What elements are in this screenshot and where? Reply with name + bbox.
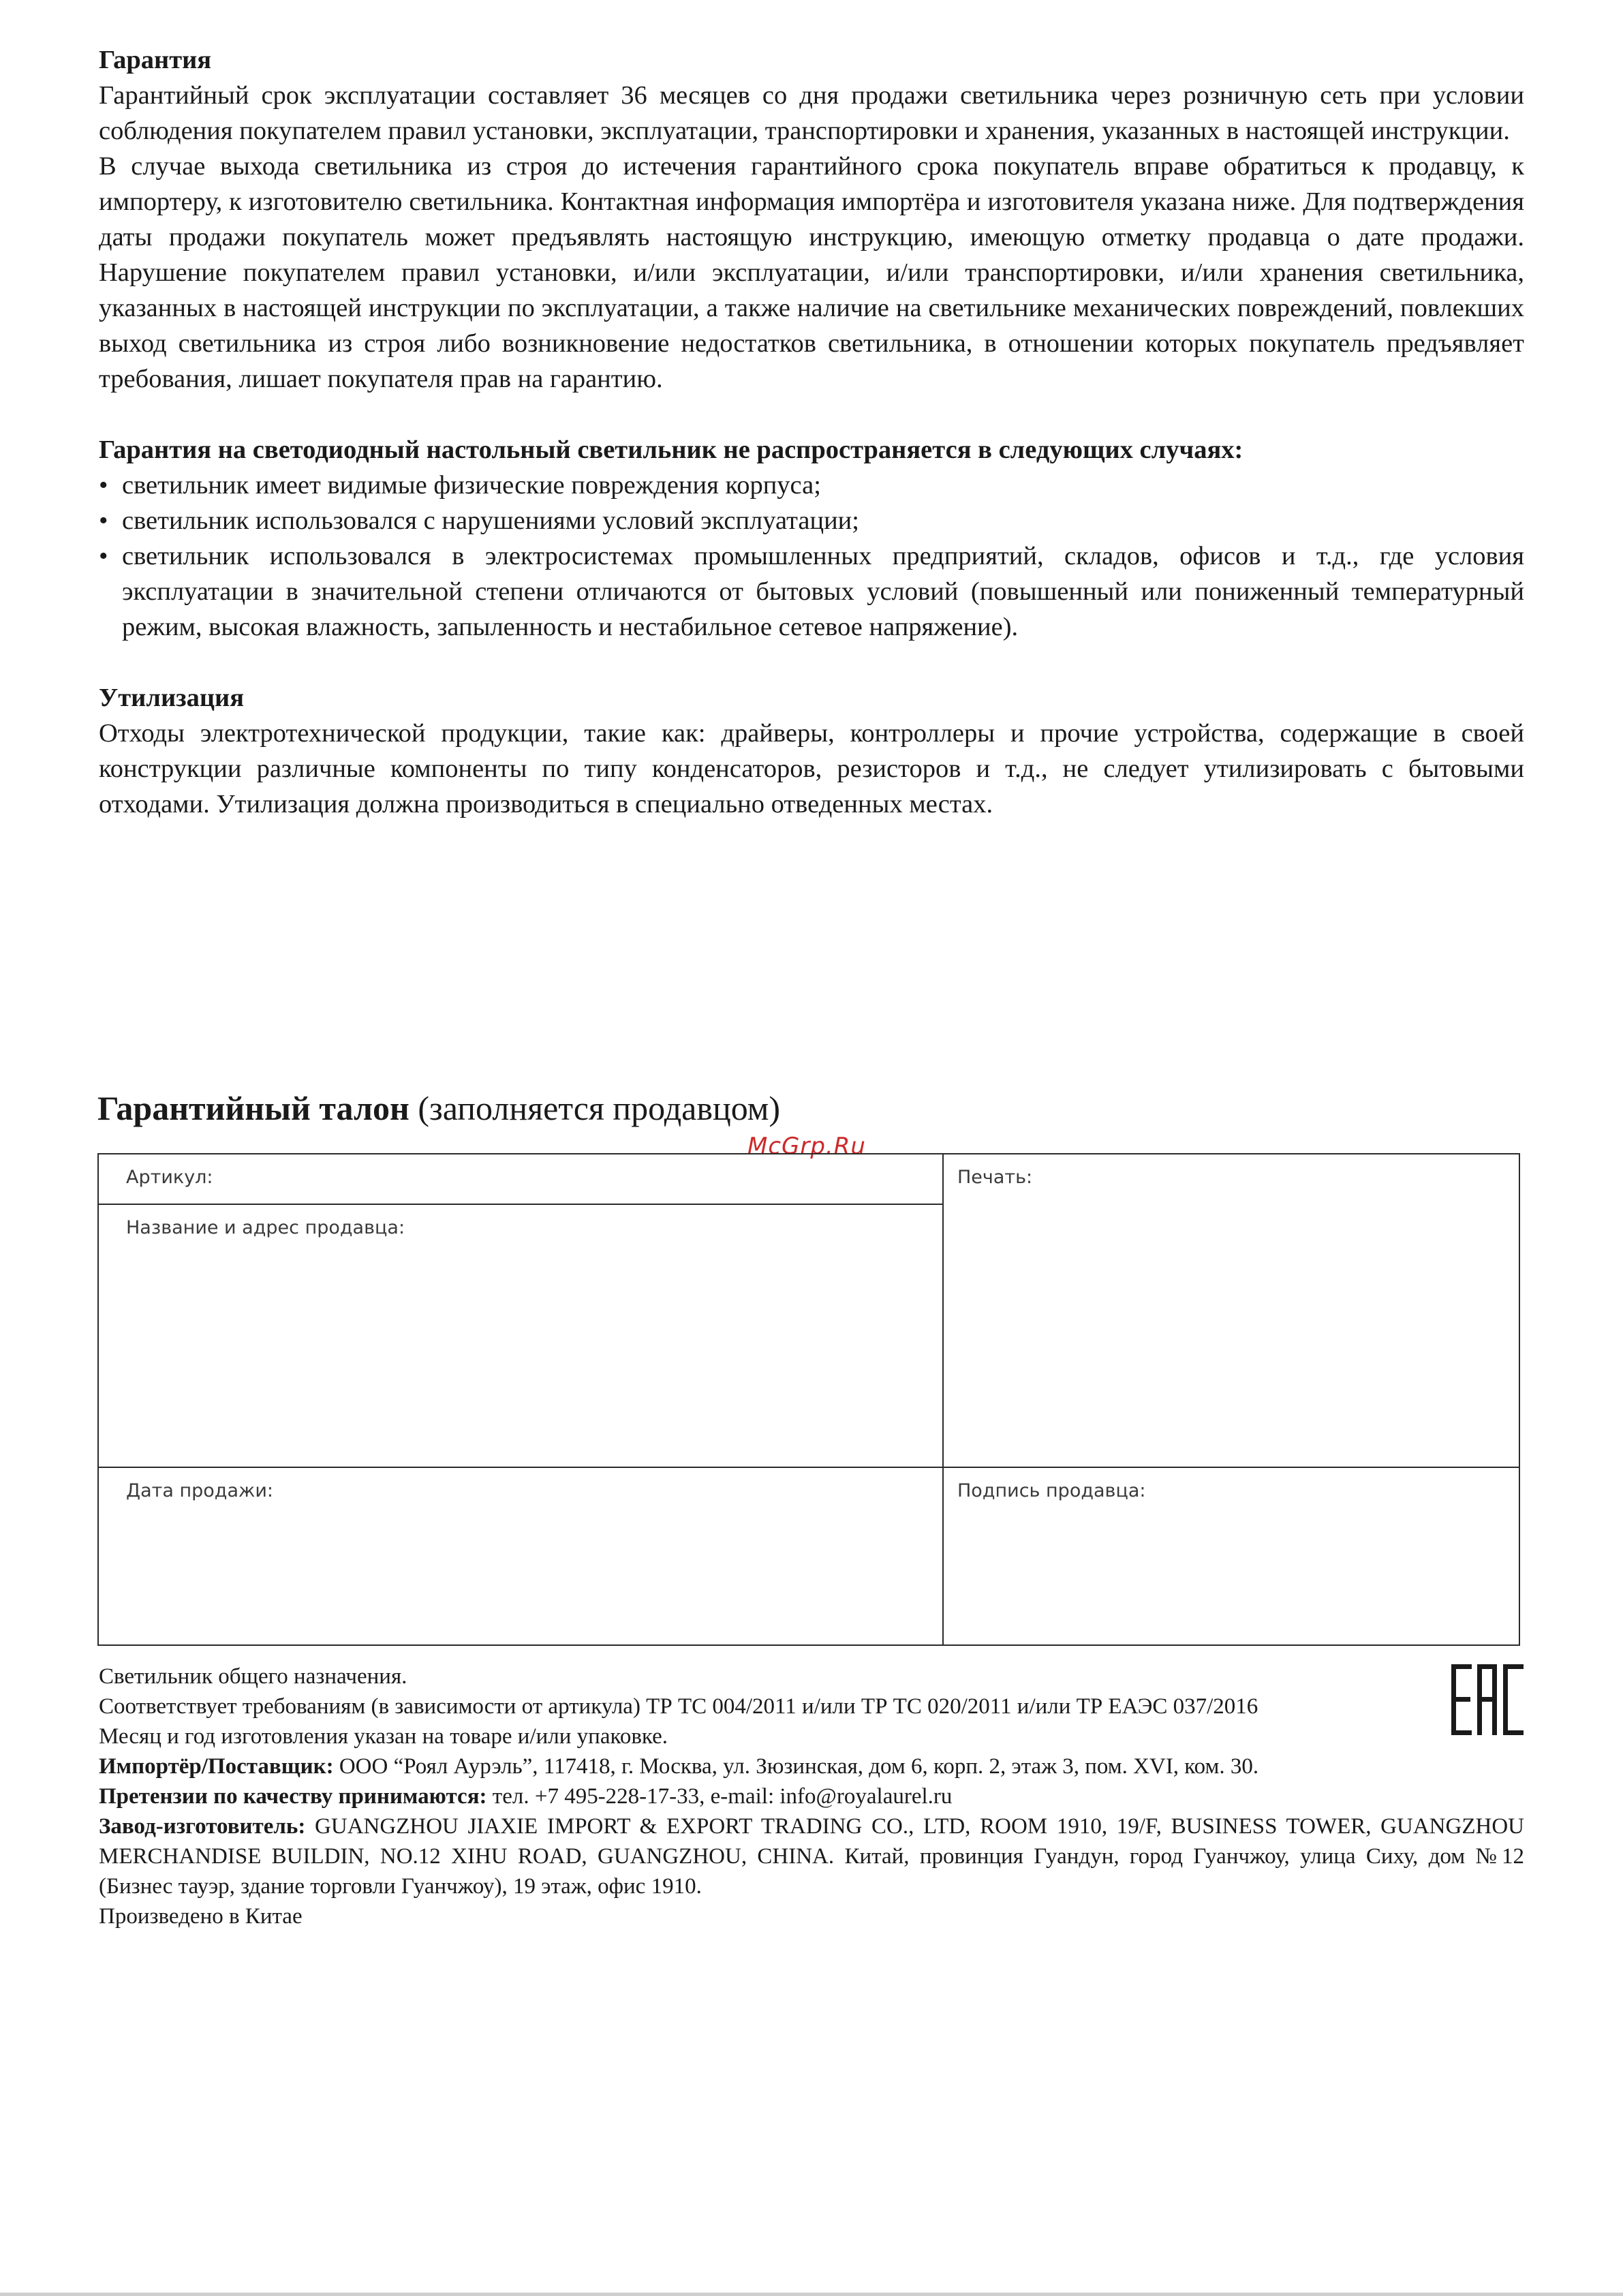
disposal-paragraph: Отходы электротехнической продукции, такие как: драйверы, контроллеры и прочие устройства, содержащие в своей конструкции различные компоненты по типу конденсаторов, резисторов и т.д., не следует утилизировать с бытовыми отходами. Утилизация должна производиться в специально отведенных местах. (99, 719, 1524, 818)
factory-label: Завод-изготовитель: (99, 1814, 306, 1839)
importer-label: Импортёр/Поставщик: (99, 1754, 334, 1779)
claims-label: Претензии по качеству принимаются: (99, 1784, 487, 1809)
warranty-heading: Гарантия (99, 46, 212, 74)
seal-field (942, 1153, 1520, 1468)
factory-text: GUANGZHOU JIAXIE IMPORT & EXPORT TRADING CO., LTD, ROOM 1910, 19/F, BUSINESS TOWER, GUANGZHOU MERCHANDISE BUILDIN, NO.12 XIHU ROAD, GUANGZHOU, CHINA. Китай, провинция Гуандун, город Гуанчжоу, улица Сиху, дом №12 (Бизнес тауэр, здание торговли Гуанчжоу), 19 этаж, офис 1910. (99, 1814, 1524, 1899)
signature-field (942, 1467, 1520, 1646)
product-type: Светильник общего назначения. (99, 1664, 407, 1689)
exclusion-item: • светильник имеет видимые физические повреждения корпуса; (99, 468, 1524, 503)
origin-line: Произведено в Китае (99, 1904, 303, 1929)
seal-label: Печать: (957, 1167, 1033, 1188)
manufacture-date-note: Месяц и год изготовления указан на товаре и/или упаковке. (99, 1724, 668, 1749)
importer-text: ООО “Роял Аурэль”, 117418, г. Москва, ул. Зюзинская, дом 6, корп. 2, этаж 3, пом. XVI, ком. 30. (333, 1754, 1259, 1779)
product-info (99, 1662, 1524, 1931)
exclusion-item: • светильник использовался в электросистемах промышленных предприятий, складов, офисов и т.д., где условия эксплуатации в значительной степени отличаются от бытовых условий (повышенный или пониженный температурный режим, высокая влажность, запыленность и нестабильное сетевое напряжение). (99, 538, 1524, 645)
warranty-paragraph-1: Гарантийный срок эксплуатации составляет 36 месяцев со дня продажи светильника через розничную сеть при условии соблюдения покупателем правил установки, эксплуатации, транспортировки и хранения, указанных в настоящей инструкции. (99, 81, 1524, 145)
exclusion-item: • светильник использовался с нарушениями условий эксплуатации; (99, 503, 1524, 538)
claims-line (99, 1781, 1524, 1811)
instruction-text (99, 42, 1524, 822)
watermark: McGrp.Ru (747, 1133, 866, 1160)
factory-line (99, 1811, 1524, 1901)
signature-label: Подпись продавца: (957, 1480, 1146, 1501)
compliance-text: Соответствует требованиям (в зависимости от артикула) ТР ТС 004/2011 и/или ТР ТС 020/2011 и/или ТР ЕАЭС 037/2016 (99, 1694, 1258, 1719)
eac-mark-icon (1451, 1664, 1524, 1735)
exclusions-heading: Гарантия на светодиодный настольный светильник не распространяется в следующих случаях: (99, 435, 1243, 464)
warranty-card-title (97, 1088, 780, 1129)
sale-date-label: Дата продажи: (126, 1480, 273, 1501)
warranty-card-title-note: (заполняется продавцом) (409, 1089, 781, 1127)
article-field (97, 1153, 944, 1205)
seller-label: Название и адрес продавца: (126, 1217, 405, 1238)
claims-text: тел. +7 495-228-17-33, e-mail: info@royalaurel.ru (486, 1784, 953, 1809)
importer-line (99, 1751, 1524, 1781)
article-label: Артикул: (126, 1167, 213, 1188)
disposal-heading: Утилизация (99, 684, 245, 712)
sale-date-field (97, 1467, 944, 1646)
seller-field (97, 1204, 944, 1468)
page-bottom-rule (0, 2293, 1623, 2296)
warranty-card-title-bold: Гарантийный талон (97, 1089, 409, 1127)
exclusions-list (99, 468, 1524, 645)
warranty-paragraph-2: В случае выхода светильника из строя до истечения гарантийного срока покупатель вправе обратиться к продавцу, к импортеру, к изготовителю светильника. Контактная информация импортёра и изготовителя указана ниже. Для подтверждения даты продажи покупатель может предъявлять настоящую инструкцию, имеющую отметку продавца о дате продажи. Нарушение покупателем правил установки, и/или эксплуатации, и/или транспортировки, и/или хранения светильника, указанных в настоящей инструкции по эксплуатации, а также наличие на светильнике механических повреждений, повлекших выход светильника из строя либо возникновение недостатков светильника, в отношении которых покупатель предъявляет требования, лишает покупателя прав на гарантию. (99, 152, 1524, 393)
